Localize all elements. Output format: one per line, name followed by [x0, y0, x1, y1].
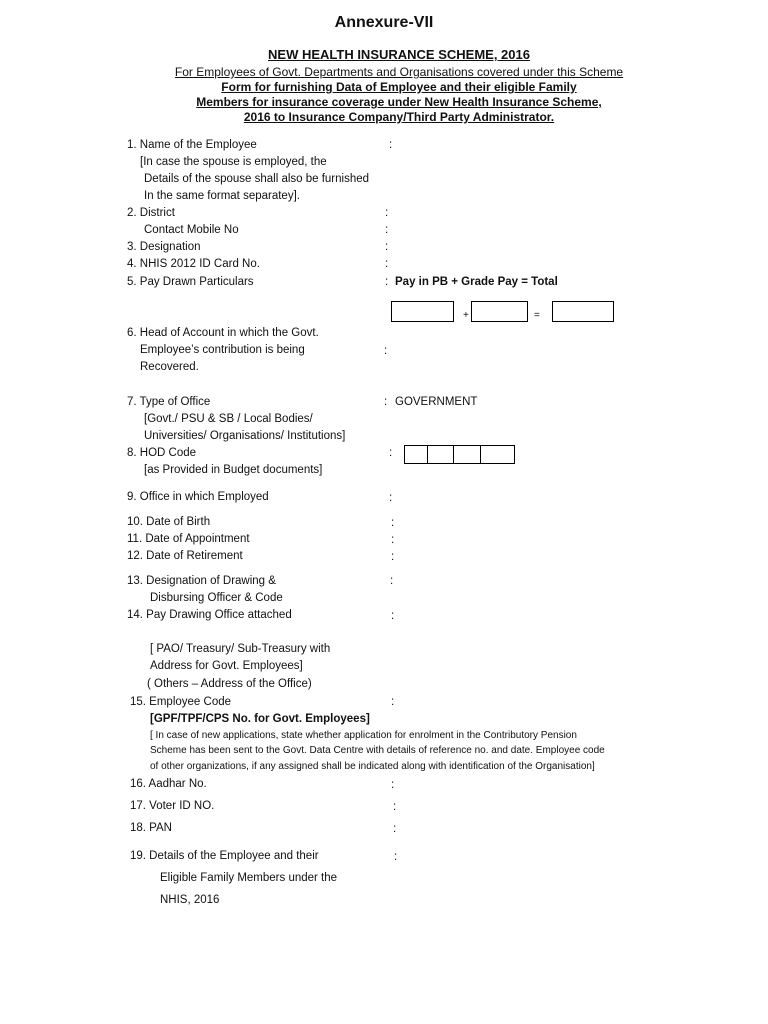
- item-9-colon: :: [389, 492, 393, 504]
- item-5-colon: :: [385, 276, 389, 288]
- contact-mobile-colon: :: [385, 224, 389, 236]
- scheme-title: NEW HEALTH INSURANCE SCHEME, 2016: [268, 47, 530, 62]
- item-14-label: 14. Pay Drawing Office attached: [127, 609, 292, 621]
- item-11-label: 11. Date of Appointment: [127, 533, 250, 545]
- item-15-note: [ In case of new applications, state whether application for enrolment in the Contributory Pension: [150, 730, 577, 741]
- item-10-label: 10. Date of Birth: [127, 516, 211, 528]
- item-4-label: 4. NHIS 2012 ID Card No.: [127, 258, 260, 270]
- item-12-label: 12. Date of Retirement: [127, 550, 243, 562]
- hod-code-cell[interactable]: [454, 446, 481, 463]
- pay-in-pb-field[interactable]: [391, 301, 454, 322]
- item-2-label: 2. District: [127, 207, 175, 219]
- hod-code-field[interactable]: [404, 445, 515, 464]
- item-6-label-cont: Employee’s contribution is being: [140, 344, 305, 356]
- item-12-colon: :: [391, 551, 395, 563]
- item-15-note: of other organizations, if any assigned shall be indicated along with identification of the Organisation]: [150, 761, 595, 772]
- item-7-colon: :: [384, 396, 388, 408]
- item-13-label-cont: Disbursing Officer & Code: [150, 592, 283, 604]
- item-14-note: Address for Govt. Employees]: [150, 660, 303, 672]
- item-6-label-cont: Recovered.: [140, 361, 199, 373]
- item-19-colon: :: [394, 851, 398, 863]
- item-8-label: 8. HOD Code: [127, 447, 197, 459]
- item-15-note: Scheme has been sent to the Govt. Data Centre with details of reference no. and date. Employee code: [150, 745, 605, 756]
- item-1-colon: :: [389, 139, 393, 151]
- item-7-note: [Govt./ PSU & SB / Local Bodies/: [144, 413, 313, 425]
- item-15-label: 15. Employee Code: [130, 696, 232, 708]
- item-3-label: 3. Designation: [127, 241, 201, 253]
- item-16-colon: :: [391, 779, 395, 791]
- item-19-label-cont: Eligible Family Members under the: [160, 872, 338, 884]
- item-2-colon: :: [385, 207, 389, 219]
- item-15-colon: :: [391, 696, 395, 708]
- item-18-colon: :: [393, 823, 397, 835]
- item-1-label: 1. Name of the Employee: [127, 139, 257, 151]
- item-4-colon: :: [385, 258, 389, 270]
- item-7-label: 7. Type of Office: [127, 396, 211, 408]
- item-17-label: 17. Voter ID NO.: [130, 800, 215, 812]
- item-8-colon: :: [389, 447, 393, 459]
- item-6-colon: :: [384, 345, 388, 357]
- scheme-subtitle: For Employees of Govt. Departments and Organisations covered under this Scheme: [174, 65, 624, 79]
- contact-mobile-label: Contact Mobile No: [144, 224, 239, 236]
- item-7-note: Universities/ Organisations/ Institutions]: [144, 430, 346, 442]
- form-purpose-line-3: 2016 to Insurance Company/Third Party Administrator.: [243, 110, 555, 124]
- item-17-colon: :: [393, 801, 397, 813]
- item-5-label: 5. Pay Drawn Particulars: [127, 276, 254, 288]
- annexure-heading: Annexure-VII: [334, 14, 434, 31]
- pay-formula: Pay in PB + Grade Pay = Total: [395, 276, 558, 288]
- item-6-label: 6. Head of Account in which the Govt.: [127, 327, 319, 339]
- item-16-label: 16. Aadhar No.: [130, 778, 207, 790]
- item-14-colon: :: [391, 610, 395, 622]
- item-19-label-cont: NHIS, 2016: [160, 894, 220, 906]
- item-14-note: ( Others – Address of the Office): [147, 678, 312, 690]
- item-18-label: 18. PAN: [130, 822, 172, 834]
- item-13-colon: :: [390, 575, 394, 587]
- grade-pay-field[interactable]: [471, 301, 528, 322]
- item-8-note: [as Provided in Budget documents]: [144, 464, 323, 476]
- item-9-label: 9. Office in which Employed: [127, 491, 269, 503]
- item-1-note: Details of the spouse shall also be furnished: [144, 173, 370, 185]
- total-pay-field[interactable]: [552, 301, 614, 322]
- item-11-colon: :: [391, 534, 395, 546]
- equals-sign: =: [534, 310, 540, 321]
- plus-sign: +: [463, 310, 469, 321]
- item-10-colon: :: [391, 517, 395, 529]
- item-19-label: 19. Details of the Employee and their: [130, 850, 319, 862]
- form-purpose-line-2: Members for insurance coverage under New Health Insurance Scheme,: [196, 95, 602, 109]
- hod-code-cell[interactable]: [405, 446, 428, 463]
- item-14-note: [ PAO/ Treasury/ Sub-Treasury with: [150, 643, 331, 655]
- office-type-value: GOVERNMENT: [395, 396, 478, 408]
- item-3-colon: :: [385, 241, 389, 253]
- item-1-note: [In case the spouse is employed, the: [140, 156, 327, 168]
- item-15-subtitle: [GPF/TPF/CPS No. for Govt. Employees]: [150, 713, 370, 725]
- item-13-label: 13. Designation of Drawing &: [127, 575, 276, 587]
- form-purpose-line-1: Form for furnishing Data of Employee and their eligible Family: [221, 80, 577, 94]
- item-1-note: In the same format separatey].: [144, 190, 300, 202]
- hod-code-cell[interactable]: [428, 446, 454, 463]
